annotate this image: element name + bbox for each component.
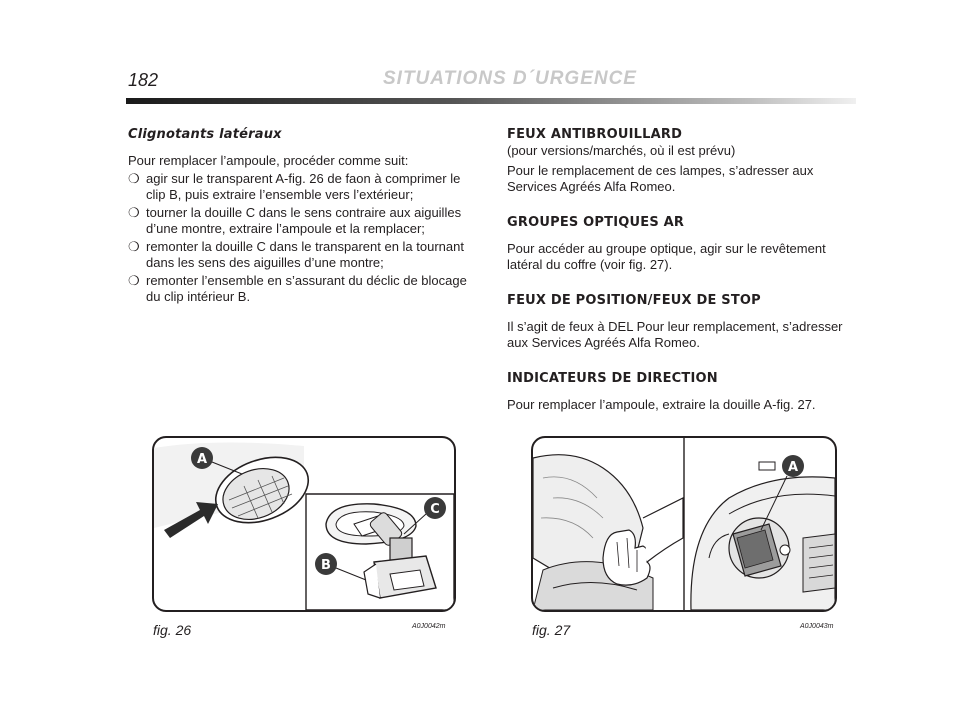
bullet-icon: ❍ [128, 205, 140, 220]
step-text: remonter l’ensemble en s’assurant du déclic de blocage du clip intérieur B. [146, 273, 467, 304]
section-text: Pour accéder au groupe optique, agir sur le revêtement latéral du coffre (voir fig. 27). [507, 241, 826, 272]
figure-26-code: A0J0042m [412, 623, 446, 630]
bullet-icon: ❍ [128, 273, 140, 288]
step-text: remonter la douille C dans le transparent en la tournant dans les sens des aiguilles d’une montre; [146, 239, 464, 270]
section-subheading: (pour versions/marchés, où il est prévu) [507, 143, 736, 158]
bullet-icon: ❍ [128, 239, 140, 254]
figure-26-caption: fig. 26 [153, 622, 192, 638]
list-item [128, 171, 478, 203]
list-item [128, 239, 478, 271]
list-item [128, 273, 478, 305]
label-a: A [196, 452, 208, 467]
section-text: Il s’agit de feux à DEL Pour leur remplacement, s’adresser aux Services Agréés Alfa Romeo. [507, 319, 843, 350]
right-column [507, 127, 857, 413]
chapter-title: SITUATIONS D´URGENCE [383, 68, 637, 89]
label-a: A [787, 460, 799, 475]
figure-27-caption: fig. 27 [532, 622, 571, 638]
steps-list [128, 171, 478, 305]
label-b: B [321, 558, 331, 573]
bullet-icon: ❍ [128, 171, 140, 186]
side-indicator-drawing [154, 438, 454, 610]
section-text: Pour le remplacement de ces lampes, s’adresser aux Services Agréés Alfa Romeo. [507, 163, 814, 194]
bulb-socket [729, 518, 790, 578]
page-number: 182 [128, 70, 159, 90]
step-text: agir sur le transparent A-fig. 26 de faοn à comprimer le clip B, puis extraire l’ensemble vers l’extérieur; [146, 171, 461, 202]
section-heading-side-indicators: Clignotants latéraux [128, 127, 282, 142]
list-item [128, 205, 478, 237]
trunk-lining-panel [533, 455, 653, 610]
section-heading-rear-lights: GROUPES OPTIQUES AR [507, 215, 685, 230]
left-column [128, 127, 478, 307]
section-text: Pour remplacer l’ampoule, extraire la douille A-fig. 27. [507, 397, 816, 412]
section-heading-direction-indicators: INDICATEURS DE DIRECTION [507, 371, 718, 386]
intro-text: Pour remplacer l’ampoule, procéder comme suit: [128, 153, 409, 168]
section-heading-fog-lights: FEUX ANTIBROUILLARD [507, 127, 683, 142]
header-rule [126, 98, 856, 104]
step-text: tourner la douille C dans le sens contraire aux aiguilles d’une montre, extraire l’ampoule et la remplacer; [146, 205, 462, 236]
figure-27-illustration [531, 436, 837, 612]
label-c: C [430, 502, 440, 517]
figure-26-illustration [152, 436, 456, 612]
rear-light-drawing [533, 438, 835, 610]
figure-27-code: A0J0043m [800, 623, 834, 630]
section-heading-position-stop-lights: FEUX DE POSITION/FEUX DE STOP [507, 293, 761, 308]
